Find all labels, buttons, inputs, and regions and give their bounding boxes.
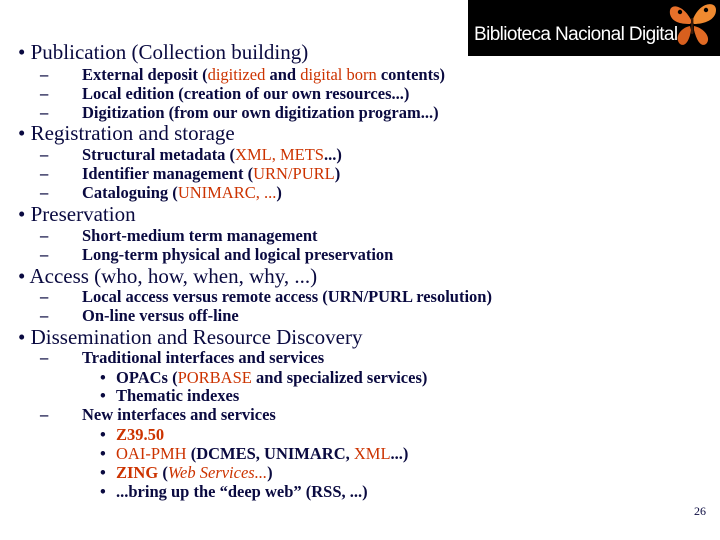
dash: – — [40, 405, 49, 424]
list-item: – Digitization (from our own digitization program...) — [40, 103, 439, 122]
logo-text: Biblioteca Nacional Digital — [474, 24, 678, 45]
dash: – — [40, 65, 49, 84]
dash: – — [40, 226, 49, 245]
bullet: • — [100, 386, 106, 405]
dash: – — [40, 245, 49, 264]
bullet: • — [100, 482, 106, 501]
dash: – — [40, 287, 49, 306]
bullet: • — [100, 368, 106, 387]
bullet: • — [18, 121, 26, 145]
sub-list-item: • ...bring up the “deep web” (RSS, ...) — [100, 482, 368, 501]
list-item: – Local access versus remote access (URN/PURL resolution) — [40, 287, 492, 306]
bullet: • — [18, 40, 26, 64]
list-item: – Traditional interfaces and services — [40, 348, 325, 367]
bullet: • — [18, 325, 26, 349]
dash: – — [40, 164, 49, 183]
dash: – — [40, 103, 49, 122]
section-registration — [18, 121, 235, 146]
section-access — [18, 264, 317, 289]
butterfly-icon — [664, 0, 720, 52]
bullet: • — [18, 202, 26, 226]
list-item: – New interfaces and services — [40, 405, 276, 424]
dash: – — [40, 183, 49, 202]
dash: – — [40, 145, 49, 164]
section-title: Preservation — [30, 202, 136, 226]
section-title: Dissemination and Resource Discovery — [30, 325, 363, 349]
sub-list-item: • OPACs (PORBASE and specialized services) — [100, 368, 428, 387]
bullet: • — [100, 425, 106, 444]
bullet: • — [100, 463, 106, 482]
list-item: – Structural metadata (XML, METS...) — [40, 145, 342, 164]
section-dissemination — [18, 325, 362, 350]
list-item: – Identifier management (URN/PURL) — [40, 164, 341, 183]
section-title: Access (who, how, when, why, ...) — [29, 264, 318, 288]
bullet: • — [100, 444, 106, 463]
list-item: – On-line versus off-line — [40, 306, 239, 325]
dash: – — [40, 348, 49, 367]
sub-list-item: • OAI-PMH (DCMES, UNIMARC, XML...) — [100, 444, 409, 463]
sub-list-item: • Z39.50 — [100, 425, 165, 444]
sub-list-item: • ZING (Web Services...) — [100, 463, 273, 482]
section-title: Registration and storage — [30, 121, 235, 145]
list-item: – External deposit (digitized and digital born contents) — [40, 65, 445, 84]
bullet: • — [18, 264, 26, 288]
dash: – — [40, 84, 49, 103]
list-item: – Short-medium term management — [40, 226, 318, 245]
section-title: Publication (Collection building) — [30, 40, 309, 64]
list-item: – Cataloguing (UNIMARC, ...) — [40, 183, 282, 202]
logo-banner — [468, 0, 720, 56]
dash: – — [40, 306, 49, 325]
section-preservation — [18, 202, 136, 227]
list-item: – Long-term physical and logical preservation — [40, 245, 394, 264]
sub-list-item: • Thematic indexes — [100, 386, 240, 405]
section-publication — [18, 40, 308, 65]
page-number: 26 — [694, 504, 706, 518]
list-item: – Local edition (creation of our own resources...) — [40, 84, 410, 103]
